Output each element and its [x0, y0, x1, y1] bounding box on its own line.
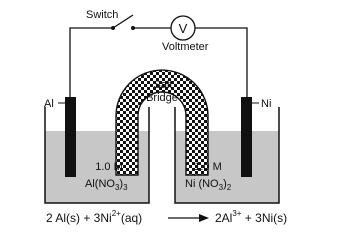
salt-bridge-label-line1: Salt: [153, 79, 173, 91]
voltmeter: [162, 16, 209, 53]
equation-reactants: 2 $Al(s) + 3Ni^{2+}(aq)$: [46, 209, 143, 225]
equation-products: $2Al^{3+} + 3Ni(s)$: [215, 209, 288, 225]
left-electrode-label-group: [44, 98, 65, 110]
voltmeter-label: Voltmeter: [162, 41, 209, 53]
salt-bridge: [116, 70, 208, 175]
right-solution-formula: Ni $(NO_3)_2$: [185, 178, 232, 192]
nickel-electrode: [241, 97, 252, 177]
left-solution-concentration: 1.0 M: [95, 161, 123, 173]
right-solution-concentration: 1.0 M: [194, 161, 222, 173]
salt-bridge-label-line2: Bridge: [146, 92, 178, 104]
right-electrode-label: Ni: [261, 98, 272, 110]
switch-contact-right: [131, 26, 135, 30]
aluminum-electrode: [65, 97, 76, 177]
right-wire: [195, 28, 247, 97]
reaction-arrowhead: [199, 214, 209, 222]
left-electrode-label: Al: [44, 98, 54, 110]
voltmeter-symbol: V: [178, 21, 188, 36]
left-wire: [70, 28, 113, 97]
switch[interactable]: [86, 9, 135, 30]
switch-label: Switch: [86, 9, 119, 21]
reaction-equation: [46, 209, 287, 225]
left-solution-formula: $Al(NO_3)_3$: [85, 178, 128, 192]
right-electrode-label-group: [252, 98, 271, 110]
